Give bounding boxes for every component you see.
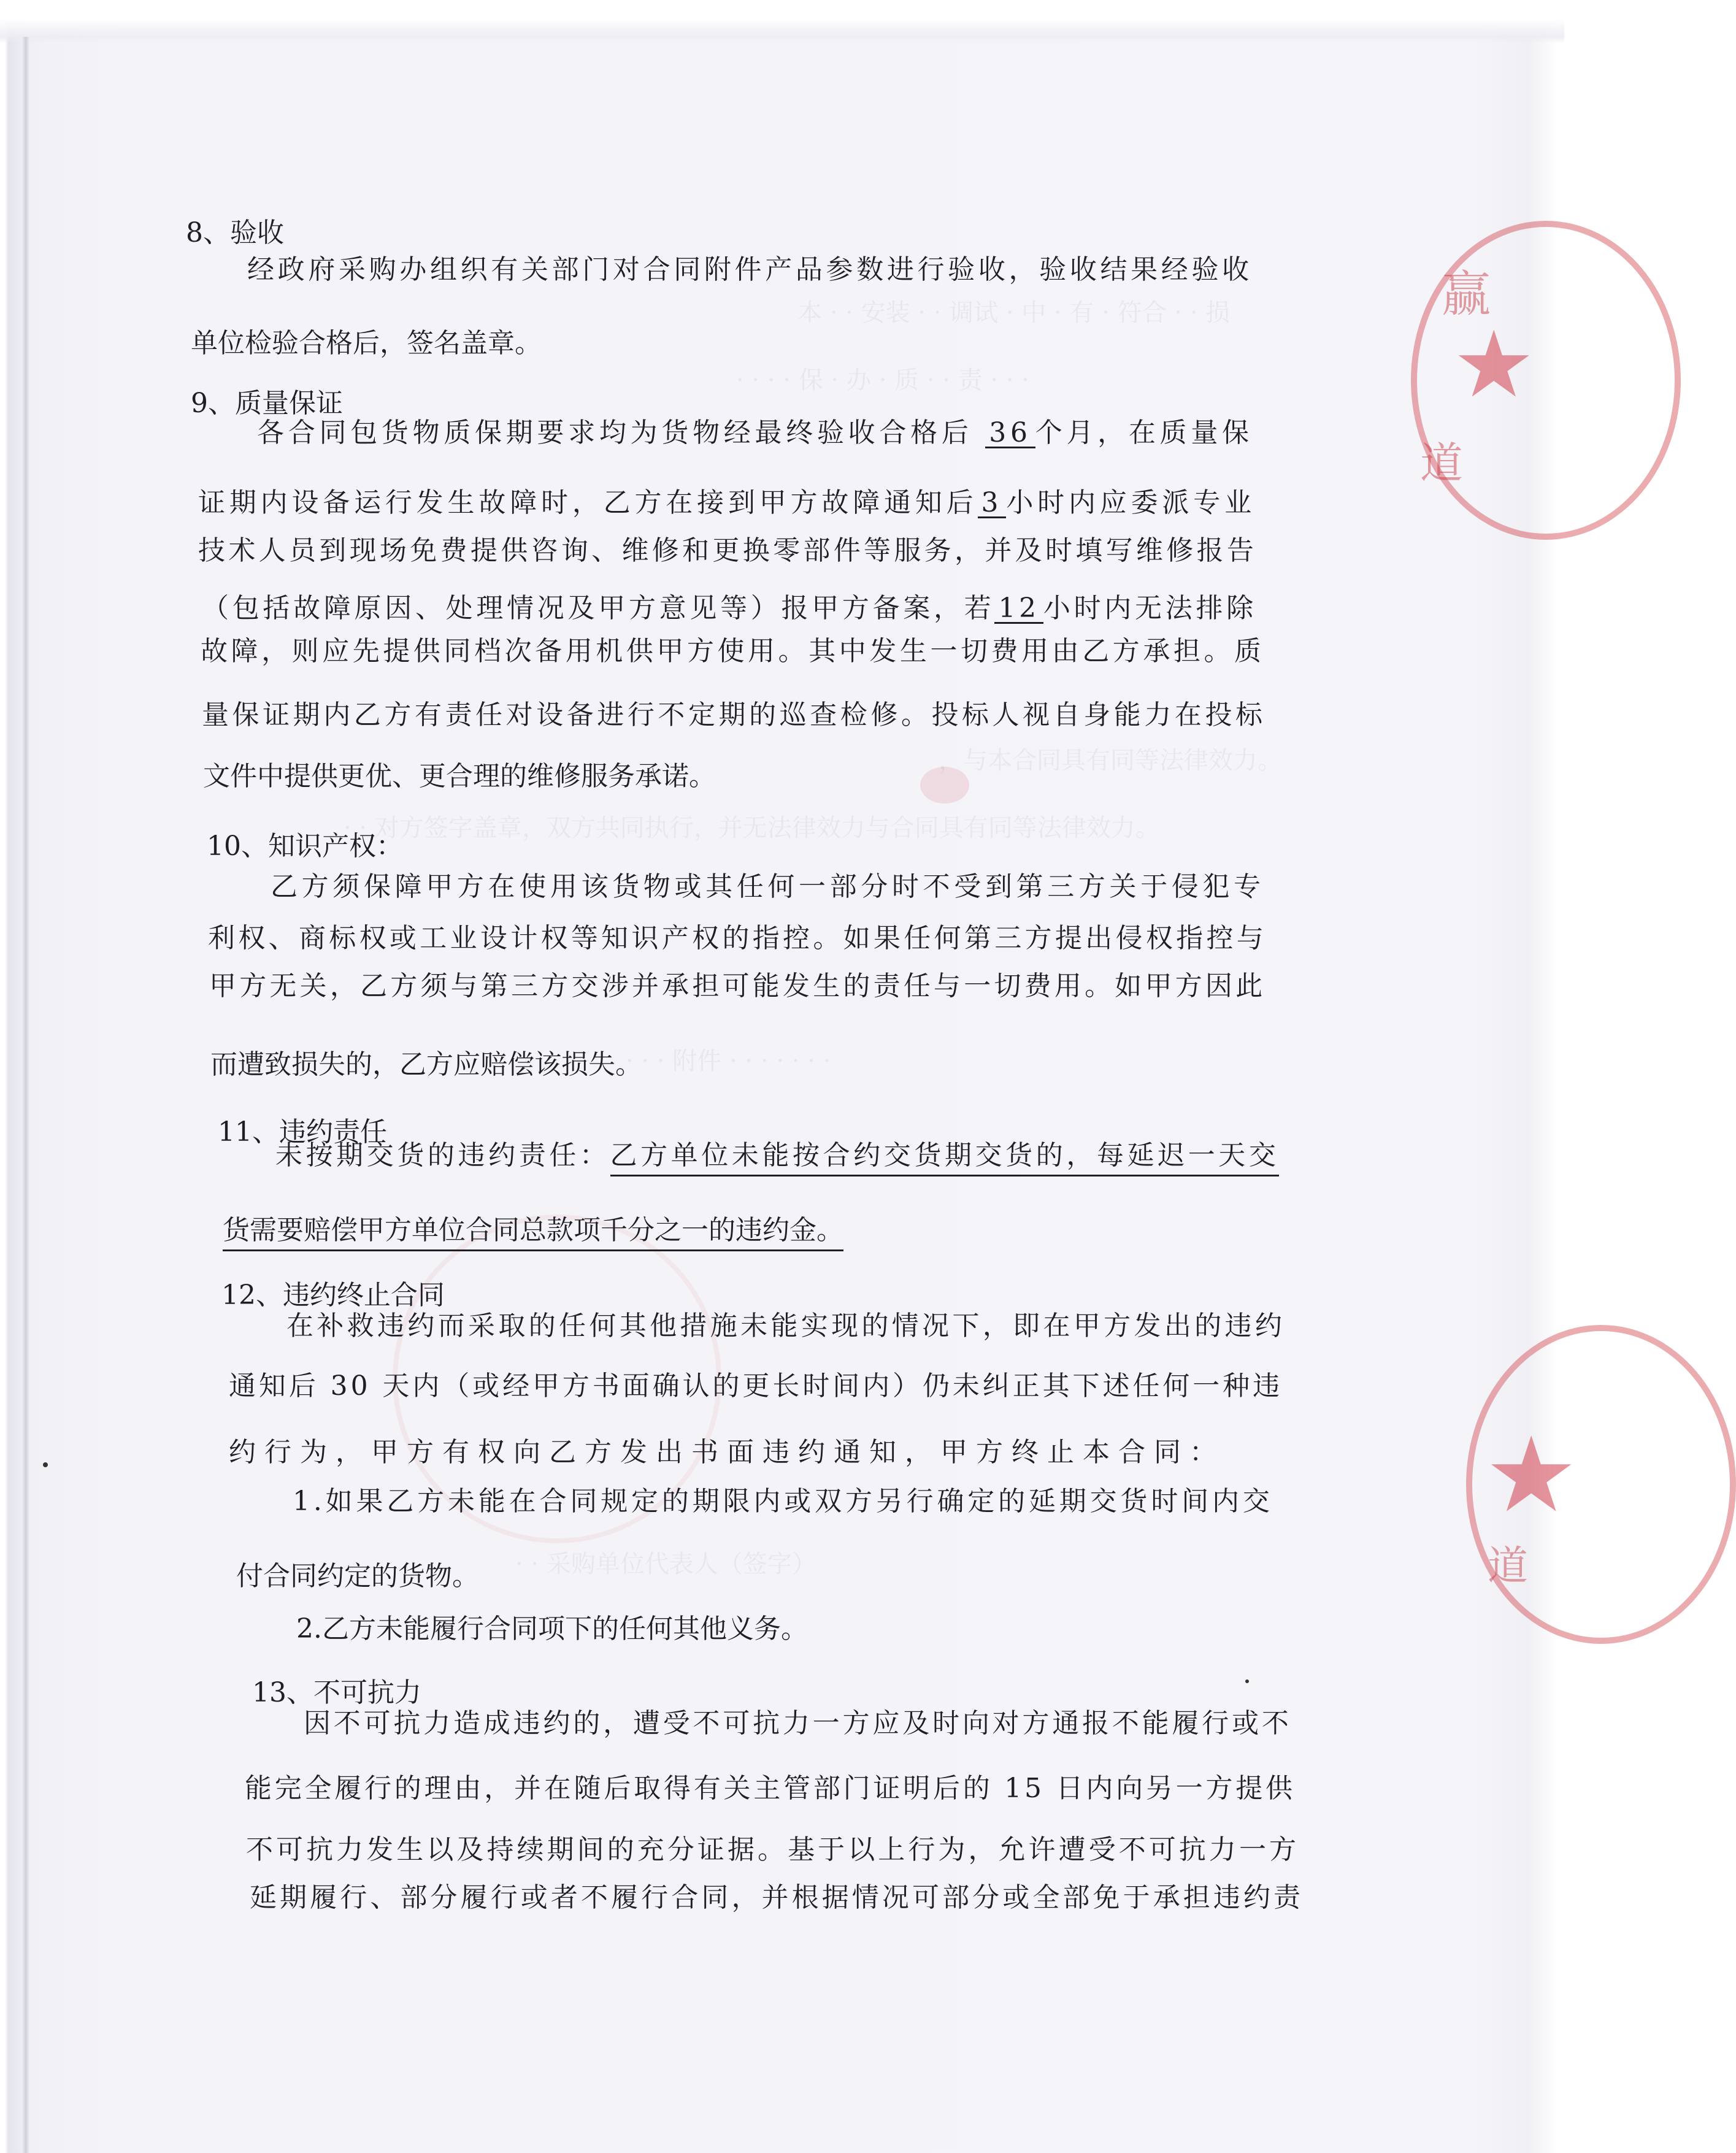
warranty-text-f: 小时内无法排除 [1043,593,1257,624]
line-29: 能完全履行的理由，并在随后取得有关主管部门证明后的 15 日内向另一方提供 [245,1773,1296,1804]
warranty-text-e: （包括故障原因、处理情况及甲方意见等）报甲方备案，若 [202,593,995,624]
line-26: 2.乙方未能履行合同项下的任何其他义务。 [296,1613,808,1644]
warranty-response-hours: 3 [978,489,1007,518]
line-6 [198,489,1256,518]
warranty-text-c: 证期内设备运行发生故障时，乙方在接到甲方故障通知后 [198,487,978,518]
warranty-text-d: 小时内应委派专业 [1006,487,1256,518]
line-16: 而遭致损失的，乙方应赔偿该损失。 [210,1049,642,1080]
line-25: 付合同约定的货物。 [236,1560,479,1592]
line-19 [223,1217,843,1244]
line-8 [202,595,1257,624]
line-31: 延期履行、部分履行或者不履行合同，并根据情况可部分或全部免于承担违约责 [250,1882,1304,1913]
warranty-text-b: 个月，在质量保 [1035,417,1253,448]
warranty-repair-hours: 12 [994,595,1043,624]
warranty-text-a: 各合同包货物质保期要求均为货物经最终验收合格后 [257,417,973,448]
line-23: 约行为，甲方有权向乙方发出书面违约通知，甲方终止本合同： [229,1437,1225,1468]
breach-clause-part1: 乙方单位未能按合约交货期交货的，每延迟一天交 [610,1140,1280,1176]
paper-top-edge [0,0,1564,43]
breach-lead: 未按期交货的违约责任： [275,1140,610,1171]
line-20: 12、违约终止合同 [221,1280,445,1311]
warranty-months: 36 [985,420,1035,448]
line-24: 1.如果乙方未能在合同规定的期限内或双方另行确定的延期交货时间内交 [293,1486,1273,1517]
line-28: 因不可抗力造成违约的，遭受不可抗力一方应及时向对方通报不能履行或不 [304,1708,1292,1739]
line-11: 文件中提供更优、更合理的维修服务承诺。 [203,761,716,792]
line-14: 利权、商标权或工业设计权等知识产权的指控。如果任何第三方提出侵权指控与 [208,923,1267,954]
line-12: 10、知识产权： [207,831,403,862]
line-3: 单位检验合格后，签名盖章。 [191,328,542,359]
line-13: 乙方须保障甲方在使用该货物或其任何一部分时不受到第三方关于侵犯专 [271,871,1265,902]
scan-speck [43,1462,48,1467]
scan-speck [1245,1679,1249,1683]
line-15: 甲方无关，乙方须与第三方交涉并承担可能发生的责任与一切费用。如甲方因此 [209,970,1266,1002]
line-30: 不可抗力发生以及持续期间的充分证据。基于以上行为，允许遭受不可抗力一方 [246,1834,1300,1865]
line-22: 通知后 30 天内（或经甲方书面确认的更长时间内）仍未纠正其下述任何一种违 [229,1370,1283,1402]
line-5 [257,417,1253,448]
line-4: 9、质量保证 [191,388,343,419]
line-18 [275,1142,1279,1169]
breach-clause-part2: 货需要赔偿甲方单位合同总款项千分之一的违约金。 [223,1215,843,1251]
line-17: 11、违约责任 [218,1116,387,1148]
line-9: 故障，则应先提供同档次备用机供甲方使用。其中发生一切费用由乙方承担。质 [201,635,1265,667]
line-2: 经政府采购办组织有关部门对合同附件产品参数进行验收，验收结果经验收 [247,254,1253,285]
line-21: 在补救违约而采取的任何其他措施未能实现的情况下，即在甲方发出的违约 [286,1310,1286,1341]
line-27: 13、不可抗力 [252,1677,421,1708]
line-7: 技术人员到现场免费提供咨询、维修和更换零部件等服务，并及时填写维修报告 [198,535,1258,566]
binding-fold [22,37,29,2153]
line-1: 8、验收 [186,217,284,248]
line-10: 量保证期内乙方有责任对设备进行不定期的巡查检修。投标人视自身能力在投标 [202,699,1266,731]
